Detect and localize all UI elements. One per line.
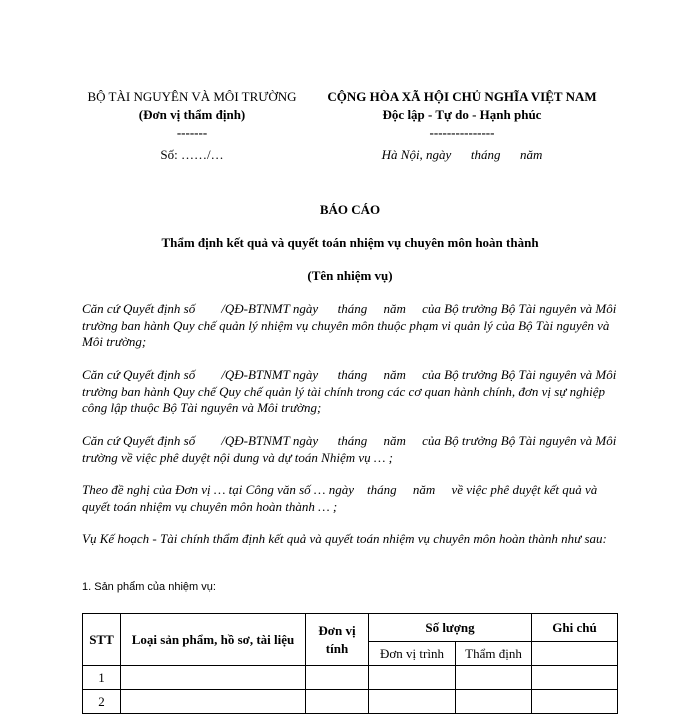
report-subtitle: Thẩm định kết quả và quyết toán nhiệm vụ chuyên môn hoàn thành — [161, 235, 539, 250]
conclusion-paragraph: Vụ Kế hoạch - Tài chính thẩm định kết quả và quyết toán nhiệm vụ chuyên môn hoàn thành như sau: — [82, 531, 607, 546]
table-row — [83, 690, 618, 714]
row-note-cell — [532, 690, 618, 714]
row-appraised-cell — [456, 690, 532, 714]
row-stt: 2 — [83, 690, 121, 714]
task-name: (Tên nhiệm vụ) — [307, 268, 393, 283]
right-rule: --------------- — [429, 125, 495, 140]
col-header-product: Loại sản phẩm, hồ sơ, tài liệu — [121, 614, 306, 666]
row-stt: 1 — [83, 666, 121, 690]
row-unit-cell — [306, 690, 369, 714]
col-header-note: Ghi chú — [532, 614, 618, 642]
col-header-submitted: Đơn vị trình — [369, 642, 456, 666]
report-title: BÁO CÁO — [319, 202, 381, 217]
col-header-stt: STT — [83, 614, 121, 666]
basis-paragraph-2: Căn cứ Quyết định số /QĐ-BTNMT ngày tháng năm của Bộ trưởng Bộ Tài nguyên và Môi trường ban hành Quy chế Quy chế quản lý tài chính trong các cơ quan hành chính, đơn vị sự nghiệp công lập thuộc Bộ Tài nguyên và Môi trường; — [82, 367, 620, 415]
row-note-cell — [532, 666, 618, 690]
col-header-appraised: Thẩm định — [456, 642, 532, 666]
section-1-heading: 1. Sản phẩm của nhiệm vụ: — [82, 581, 216, 593]
table-row — [83, 666, 618, 690]
row-product-cell — [121, 690, 306, 714]
document-number: Số: ……/… — [160, 147, 224, 162]
ministry-name: BỘ TÀI NGUYÊN VÀ MÔI TRƯỜNG — [87, 89, 297, 104]
basis-paragraph-3: Căn cứ Quyết định số /QĐ-BTNMT ngày tháng năm của Bộ trưởng Bộ Tài nguyên và Môi trường về việc phê duyệt nội dung và dự toán Nhiệm vụ … ; — [82, 433, 620, 465]
appraisal-unit: (Đơn vị thẩm định) — [138, 107, 246, 122]
left-rule: ------- — [176, 125, 208, 140]
basis-paragraph-1: Căn cứ Quyết định số /QĐ-BTNMT ngày tháng năm của Bộ trưởng Bộ Tài nguyên và Môi trường ban hành Quy chế quản lý nhiệm vụ chuyên môn thuộc phạm vi quản lý của Bộ Tài nguyên và Môi trường; — [82, 301, 620, 349]
nation-title: CỘNG HÒA XÃ HỘI CHỦ NGHĨA VIỆT NAM — [327, 89, 597, 104]
col-header-unit: Đơn vị tính — [306, 614, 369, 666]
place-date: Hà Nội, ngày tháng năm — [381, 147, 543, 162]
note-subheader-cell — [532, 642, 618, 666]
col-header-quantity: Số lượng — [369, 614, 532, 642]
proposal-paragraph: Theo đề nghị của Đơn vị … tại Công văn số … ngày tháng năm về việc phê duyệt kết quả và quyết toán nhiệm vụ chuyên môn hoàn thành … ; — [82, 482, 601, 514]
row-appraised-cell — [456, 666, 532, 690]
national-motto: Độc lập - Tự do - Hạnh phúc — [382, 107, 542, 122]
row-submitted-cell — [369, 690, 456, 714]
row-product-cell — [121, 666, 306, 690]
products-table — [82, 613, 618, 714]
row-unit-cell — [306, 666, 369, 690]
row-submitted-cell — [369, 666, 456, 690]
